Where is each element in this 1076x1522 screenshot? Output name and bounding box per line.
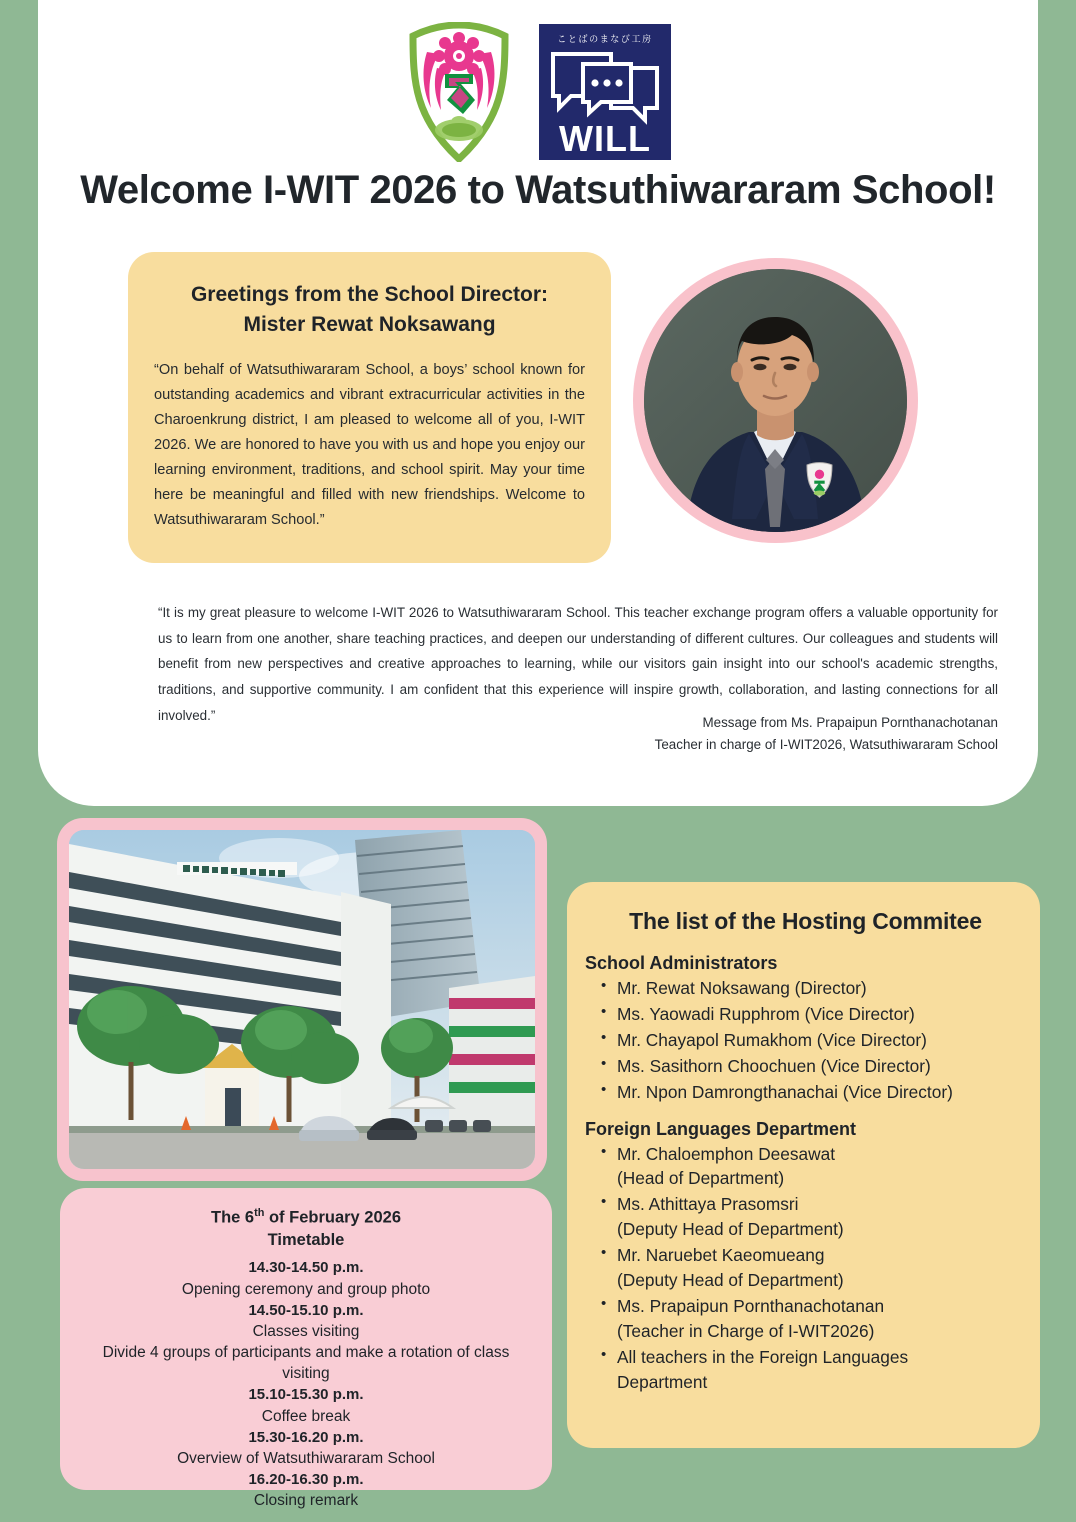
timetable-entry-desc: Opening ceremony and group photo	[181, 1280, 431, 1298]
timetable-entry-desc: Overview of Watsuthiwararam School	[177, 1449, 435, 1467]
director-greeting-card	[128, 252, 611, 563]
timetable-heading	[86, 1206, 526, 1251]
page-title: Welcome I-WIT 2026 to Watsuthiwararam School!	[80, 168, 996, 212]
committee-member	[601, 976, 1026, 1001]
timetable-entry-time: 15.30-16.20 p.m.	[248, 1428, 364, 1446]
greeting-heading-line2: Mister Rewat Noksawang	[243, 312, 496, 336]
school-crest-icon	[405, 22, 513, 162]
timetable-entry-desc: Coffee break	[261, 1407, 351, 1425]
committee-member-role: (Deputy Head of Department)	[617, 1270, 844, 1291]
committee-sections	[585, 953, 1026, 1395]
committee-member-list	[585, 1142, 1026, 1395]
signature-line2: Teacher in charge of I-WIT2026, Watsuthiwararam School	[654, 736, 998, 752]
timetable-entry-desc: Divide 4 groups of participants and make a rotation of class visiting	[102, 1344, 510, 1383]
committee-member-name: Mr. Chayapol Rumakhom (Vice Director)	[617, 1029, 927, 1050]
committee-member-name: Mr. Chaloemphon Deesawat	[617, 1143, 836, 1164]
committee-member	[601, 1243, 1026, 1293]
logo-row	[38, 22, 1038, 162]
timetable-entry-desc: Classes visiting	[252, 1323, 360, 1341]
header-card	[38, 0, 1038, 806]
timetable-entries	[86, 1257, 526, 1511]
will-logo-icon	[539, 24, 671, 160]
committee-member	[601, 1080, 1026, 1105]
timetable-date-suffix: of February 2026	[268, 1208, 402, 1227]
greeting-body-text: “On behalf of Watsuthiwararam School, a boys’ school known for outstanding academics and vibrant extracurricular activities in the Charoenkrung district, I am pleased to welcome all of you, I-WIT 2026. We are honored to have you with us and hope you enjoy our learning environment, traditions, and school spirit. May your time here be meaningful and filled with new friendships. Welcome to Watsuthiwararam School.”	[154, 361, 585, 529]
hosting-committee-card	[567, 882, 1040, 1448]
committee-member	[601, 1028, 1026, 1053]
committee-member-name: Mr. Rewat Noksawang (Director)	[617, 978, 867, 998]
greeting-heading	[154, 280, 585, 340]
timetable-entry-time: 14.30-14.50 p.m.	[248, 1259, 364, 1277]
committee-member-name: Mr. Npon Damrongthanachai (Vice Director)	[617, 1081, 953, 1102]
committee-member-role: (Deputy Head of Department)	[617, 1219, 844, 1240]
timetable-date	[86, 1206, 526, 1229]
committee-member-name: Ms. Sasithorn Choochuen (Vice Director)	[617, 1055, 931, 1076]
committee-member-role: (Head of Department)	[617, 1168, 785, 1189]
committee-member	[601, 1142, 1026, 1192]
timetable-date-ordinal: th	[254, 1207, 265, 1219]
school-photo-frame	[57, 818, 547, 1181]
timetable-entry-desc: Closing remark	[253, 1492, 359, 1510]
timetable-label: Timetable	[267, 1230, 345, 1249]
director-portrait-photo	[644, 269, 907, 532]
committee-section-heading: School Administrators	[585, 953, 778, 973]
timetable-entry-time: 16.20-16.30 p.m.	[248, 1471, 364, 1489]
committee-title: The list of the Hosting Commitee	[629, 908, 982, 934]
committee-member-name: Ms. Prapaipun Pornthanachotanan	[617, 1295, 885, 1316]
committee-section-heading: Foreign Languages Department	[585, 1118, 857, 1139]
timetable-entry-time: 15.10-15.30 p.m.	[248, 1386, 364, 1404]
timetable-date-prefix: The 6	[210, 1208, 255, 1227]
committee-member-name: Ms. Athittaya Prasomsri	[617, 1194, 799, 1215]
committee-member	[601, 1294, 1026, 1344]
committee-member	[601, 1002, 1026, 1027]
committee-member-name: Mr. Naruebet Kaeomueang	[617, 1245, 825, 1266]
director-portrait-frame	[633, 258, 918, 543]
welcome-message-signature	[158, 712, 998, 755]
greeting-heading-line1: Greetings from the School Director:	[190, 283, 549, 306]
timetable-entry-time: 14.50-15.10 p.m.	[248, 1301, 364, 1319]
committee-member-role: (Teacher in Charge of I-WIT2026)	[617, 1320, 875, 1341]
committee-member	[601, 1192, 1026, 1242]
committee-member-name: All teachers in the Foreign Languages	[617, 1346, 909, 1367]
school-building-photo	[69, 830, 535, 1169]
committee-member	[601, 1345, 1026, 1395]
committee-member-role: Department	[617, 1371, 708, 1392]
timetable-card	[60, 1188, 552, 1510]
welcome-message-paragraph: “It is my great pleasure to welcome I-WIT 2026 to Watsuthiwararam School. This teacher exchange program offers a valuable opportunity for us to learn from one another, share teaching practices, and deepen our understanding of different cultures. Our colleagues and students will benefit from new perspectives and creative approaches to learning, while our visitors gain insight into our school's academic strengths, traditions, and supportive community. I am confident that this experience will inspire growth, collaboration, and lasting connections for all involved.”	[158, 605, 998, 723]
committee-member-name: Ms. Yaowadi Rupphrom (Vice Director)	[617, 1003, 915, 1024]
signature-line1: Message from Ms. Prapaipun Pornthanachotanan	[702, 715, 998, 730]
committee-member-list	[585, 976, 1026, 1105]
svg-text:ことばのまなび工房: ことばのまなび工房	[557, 35, 653, 45]
greeting-section	[128, 252, 1008, 563]
committee-member	[601, 1054, 1026, 1079]
svg-text:WILL: WILL	[559, 118, 651, 159]
